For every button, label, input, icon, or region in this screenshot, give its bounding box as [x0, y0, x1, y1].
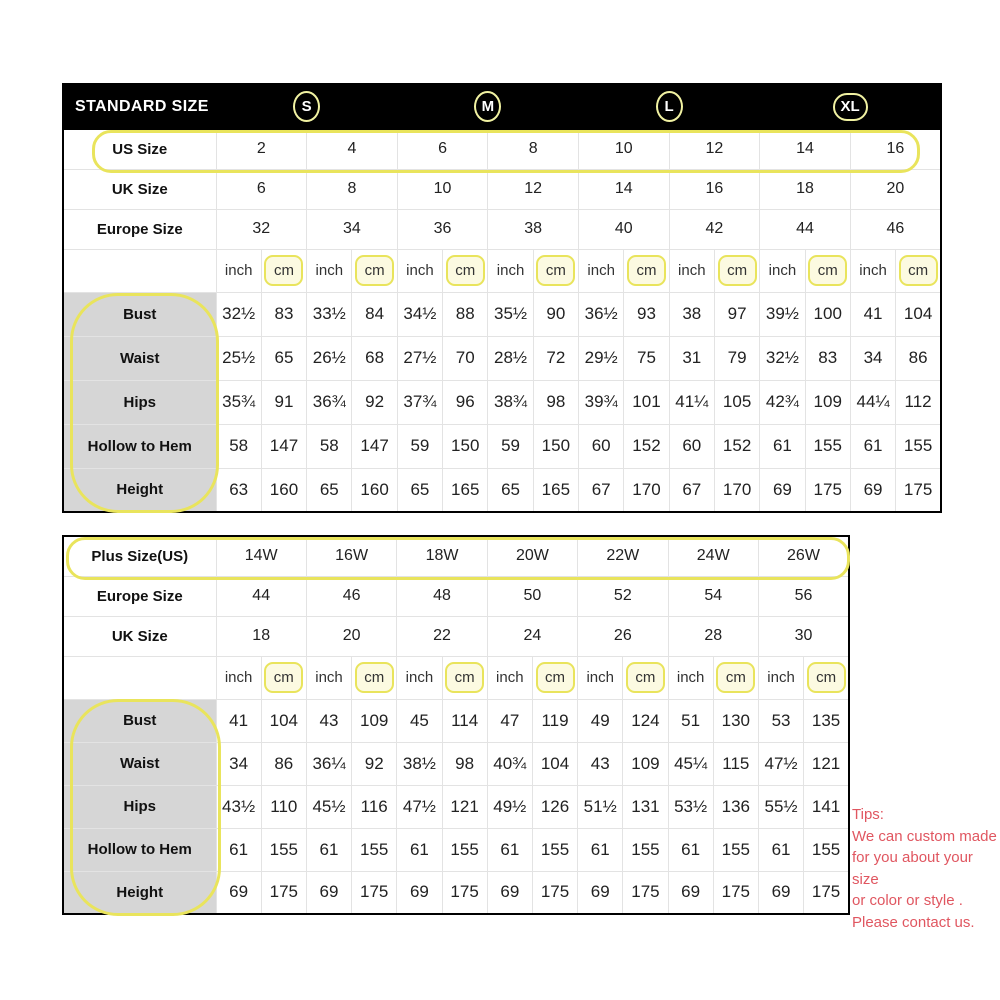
size-value-cell: 20 [306, 616, 396, 656]
measure-row [63, 785, 849, 828]
measure-value-cell: 104 [532, 742, 577, 785]
measure-value-cell: 121 [804, 742, 849, 785]
inch-unit-cell: inch [669, 249, 714, 292]
size-value-cell: 18W [397, 536, 487, 576]
custom-tips-note [852, 804, 1000, 933]
cm-unit-cell [261, 249, 306, 292]
size-letter-cell [760, 84, 941, 129]
cm-unit-cell [261, 656, 306, 699]
measure-row [63, 871, 849, 914]
measure-value-cell: 130 [713, 699, 758, 742]
measure-row [63, 468, 941, 512]
measure-value-cell: 37¾ [397, 380, 442, 424]
inch-unit-cell: inch [488, 249, 533, 292]
measure-value-cell: 68 [352, 336, 397, 380]
measure-value-cell: 65 [307, 468, 352, 512]
measure-value-cell: 38¾ [488, 380, 533, 424]
unit-blank-cell [63, 656, 216, 699]
size-value-cell: 52 [578, 576, 668, 616]
cm-unit-cell [443, 249, 488, 292]
measure-label: Hollow to Hem [63, 424, 216, 468]
measure-value-cell: 98 [442, 742, 487, 785]
cm-unit-cell [624, 249, 669, 292]
measure-value-cell: 175 [442, 871, 487, 914]
size-value-cell: 20W [487, 536, 577, 576]
size-value-cell: 48 [397, 576, 487, 616]
measure-value-cell: 29½ [579, 336, 624, 380]
cm-highlight-badge: cm [355, 662, 394, 693]
inch-unit-cell: inch [668, 656, 713, 699]
measure-value-cell: 152 [624, 424, 669, 468]
measure-value-cell: 61 [578, 828, 623, 871]
measure-value-cell: 83 [805, 336, 850, 380]
cm-highlight-badge: cm [445, 662, 484, 693]
size-value-cell: 30 [758, 616, 849, 656]
cm-highlight-badge: cm [536, 662, 575, 693]
size-value-cell: 16W [306, 536, 396, 576]
row-label: UK Size [63, 169, 216, 209]
measure-value-cell: 69 [850, 468, 895, 512]
measure-value-cell: 41 [216, 699, 261, 742]
measure-value-cell: 155 [352, 828, 397, 871]
cm-highlight-badge: cm [264, 255, 303, 286]
measure-value-cell: 112 [896, 380, 941, 424]
size-letter-badge: L [656, 91, 683, 122]
measure-value-cell: 131 [623, 785, 668, 828]
tips-line: Please contact us. [852, 913, 975, 931]
measure-value-cell: 47½ [397, 785, 442, 828]
measure-value-cell: 58 [307, 424, 352, 468]
measure-value-cell: 33½ [307, 292, 352, 336]
measure-value-cell: 104 [896, 292, 941, 336]
measure-value-cell: 135 [804, 699, 849, 742]
size-value-cell: 46 [850, 209, 941, 249]
measure-value-cell: 36¼ [306, 742, 351, 785]
size-row [63, 576, 849, 616]
measure-value-cell: 38½ [397, 742, 442, 785]
size-value-cell: 18 [760, 169, 851, 209]
measure-value-cell: 61 [216, 828, 261, 871]
measure-value-cell: 72 [533, 336, 578, 380]
cm-unit-cell [804, 656, 849, 699]
measure-value-cell: 79 [714, 336, 759, 380]
measure-row [63, 828, 849, 871]
measure-value-cell: 150 [533, 424, 578, 468]
measure-value-cell: 91 [261, 380, 306, 424]
measure-value-cell: 31 [669, 336, 714, 380]
size-value-cell: 16 [850, 129, 941, 169]
measure-value-cell: 69 [216, 871, 261, 914]
cm-unit-cell [352, 249, 397, 292]
measure-value-cell: 27½ [397, 336, 442, 380]
measure-value-cell: 90 [533, 292, 578, 336]
measure-value-cell: 41 [850, 292, 895, 336]
measure-value-cell: 67 [579, 468, 624, 512]
measure-value-cell: 115 [713, 742, 758, 785]
size-value-cell: 12 [669, 129, 760, 169]
measure-label: Height [63, 468, 216, 512]
measure-value-cell: 109 [623, 742, 668, 785]
size-value-cell: 6 [216, 169, 307, 209]
size-value-cell: 22W [578, 536, 668, 576]
measure-value-cell: 42¾ [760, 380, 805, 424]
measure-value-cell: 93 [624, 292, 669, 336]
measure-value-cell: 147 [352, 424, 397, 468]
measure-value-cell: 59 [488, 424, 533, 468]
measure-value-cell: 105 [714, 380, 759, 424]
size-value-cell: 14W [216, 536, 306, 576]
measure-value-cell: 160 [352, 468, 397, 512]
measure-row [63, 336, 941, 380]
measure-value-cell: 155 [805, 424, 850, 468]
size-letter-badge: S [293, 91, 320, 122]
measure-value-cell: 155 [713, 828, 758, 871]
measure-row [63, 380, 941, 424]
measure-value-cell: 44¼ [850, 380, 895, 424]
measure-value-cell: 45¼ [668, 742, 713, 785]
unit-row [63, 249, 941, 292]
measure-row [63, 424, 941, 468]
measure-value-cell: 45 [397, 699, 442, 742]
measure-value-cell: 41¼ [669, 380, 714, 424]
size-value-cell: 14 [579, 169, 670, 209]
inch-unit-cell: inch [307, 249, 352, 292]
measure-value-cell: 175 [805, 468, 850, 512]
measure-row [63, 292, 941, 336]
measure-label: Hips [63, 380, 216, 424]
measure-value-cell: 165 [443, 468, 488, 512]
size-value-cell: 38 [488, 209, 579, 249]
inch-unit-cell: inch [306, 656, 351, 699]
size-value-cell: 32 [216, 209, 307, 249]
measure-value-cell: 43 [578, 742, 623, 785]
measure-value-cell: 75 [624, 336, 669, 380]
measure-value-cell: 175 [713, 871, 758, 914]
inch-unit-cell: inch [216, 249, 261, 292]
measure-value-cell: 147 [261, 424, 306, 468]
measure-value-cell: 47 [487, 699, 532, 742]
measure-label: Waist [63, 336, 216, 380]
measure-value-cell: 170 [624, 468, 669, 512]
measure-label: Bust [63, 292, 216, 336]
measure-value-cell: 70 [443, 336, 488, 380]
measure-value-cell: 92 [352, 742, 397, 785]
measure-value-cell: 109 [352, 699, 397, 742]
measure-value-cell: 86 [896, 336, 941, 380]
size-value-cell: 56 [758, 576, 849, 616]
inch-unit-cell: inch [487, 656, 532, 699]
row-label: Europe Size [63, 209, 216, 249]
measure-value-cell: 38 [669, 292, 714, 336]
inch-unit-cell: inch [850, 249, 895, 292]
measure-value-cell: 98 [533, 380, 578, 424]
measure-value-cell: 69 [578, 871, 623, 914]
measure-value-cell: 175 [804, 871, 849, 914]
cm-unit-cell [896, 249, 941, 292]
measure-value-cell: 59 [397, 424, 442, 468]
measure-value-cell: 69 [758, 871, 803, 914]
size-letter-cell [579, 84, 760, 129]
size-value-cell: 40 [579, 209, 670, 249]
measure-value-cell: 124 [623, 699, 668, 742]
cm-unit-cell [532, 656, 577, 699]
measure-value-cell: 160 [261, 468, 306, 512]
size-value-cell: 36 [397, 209, 488, 249]
inch-unit-cell: inch [578, 656, 623, 699]
cm-highlight-badge: cm [626, 662, 665, 693]
measure-value-cell: 175 [896, 468, 941, 512]
cm-unit-cell [533, 249, 578, 292]
measure-value-cell: 49½ [487, 785, 532, 828]
size-value-cell: 8 [488, 129, 579, 169]
measure-value-cell: 45½ [306, 785, 351, 828]
measure-value-cell: 155 [896, 424, 941, 468]
row-label: Plus Size(US) [63, 536, 216, 576]
measure-value-cell: 155 [261, 828, 306, 871]
measure-value-cell: 175 [623, 871, 668, 914]
measure-value-cell: 155 [623, 828, 668, 871]
tips-title: Tips: [852, 806, 884, 823]
measure-value-cell: 175 [261, 871, 306, 914]
measure-value-cell: 69 [668, 871, 713, 914]
measure-value-cell: 36¾ [307, 380, 352, 424]
measure-value-cell: 65 [397, 468, 442, 512]
measure-value-cell: 96 [443, 380, 488, 424]
measure-value-cell: 155 [532, 828, 577, 871]
size-value-cell: 4 [307, 129, 398, 169]
size-value-cell: 46 [306, 576, 396, 616]
measure-value-cell: 97 [714, 292, 759, 336]
measure-label: Hollow to Hem [63, 828, 216, 871]
measure-value-cell: 25½ [216, 336, 261, 380]
size-row [63, 129, 941, 169]
measure-value-cell: 67 [669, 468, 714, 512]
size-value-cell: 18 [216, 616, 306, 656]
measure-value-cell: 86 [261, 742, 306, 785]
inch-unit-cell: inch [579, 249, 624, 292]
tips-line: We can custom made [852, 827, 997, 845]
size-value-cell: 26W [758, 536, 849, 576]
cm-highlight-badge: cm [899, 255, 938, 286]
size-value-cell: 42 [669, 209, 760, 249]
measure-value-cell: 58 [216, 424, 261, 468]
size-value-cell: 34 [307, 209, 398, 249]
size-value-cell: 44 [760, 209, 851, 249]
measure-value-cell: 60 [669, 424, 714, 468]
table-header-row [63, 84, 941, 129]
cm-highlight-badge: cm [355, 255, 394, 286]
measure-value-cell: 150 [443, 424, 488, 468]
measure-value-cell: 126 [532, 785, 577, 828]
measure-label: Hips [63, 785, 216, 828]
measure-value-cell: 121 [442, 785, 487, 828]
size-value-cell: 26 [578, 616, 668, 656]
measure-value-cell: 35½ [488, 292, 533, 336]
measure-value-cell: 63 [216, 468, 261, 512]
measure-value-cell: 61 [850, 424, 895, 468]
measure-value-cell: 141 [804, 785, 849, 828]
measure-value-cell: 69 [306, 871, 351, 914]
size-value-cell: 10 [579, 129, 670, 169]
measure-value-cell: 92 [352, 380, 397, 424]
inch-unit-cell: inch [758, 656, 803, 699]
measure-value-cell: 61 [397, 828, 442, 871]
measure-value-cell: 136 [713, 785, 758, 828]
measure-value-cell: 28½ [488, 336, 533, 380]
measure-value-cell: 32½ [760, 336, 805, 380]
measure-value-cell: 119 [532, 699, 577, 742]
size-value-cell: 8 [307, 169, 398, 209]
measure-value-cell: 175 [352, 871, 397, 914]
size-row [63, 209, 941, 249]
measure-value-cell: 69 [397, 871, 442, 914]
measure-value-cell: 88 [443, 292, 488, 336]
size-row [63, 536, 849, 576]
size-value-cell: 54 [668, 576, 758, 616]
cm-highlight-badge: cm [716, 662, 755, 693]
cm-unit-cell [805, 249, 850, 292]
row-label: Europe Size [63, 576, 216, 616]
measure-value-cell: 69 [760, 468, 805, 512]
measure-value-cell: 43 [306, 699, 351, 742]
measure-value-cell: 49 [578, 699, 623, 742]
cm-unit-cell [352, 656, 397, 699]
cm-highlight-badge: cm [264, 662, 303, 693]
plus-size-table [62, 535, 850, 915]
measure-value-cell: 53½ [668, 785, 713, 828]
cm-unit-cell [442, 656, 487, 699]
cm-highlight-badge: cm [808, 255, 847, 286]
size-value-cell: 6 [397, 129, 488, 169]
measure-value-cell: 40¾ [487, 742, 532, 785]
size-value-cell: 14 [760, 129, 851, 169]
measure-value-cell: 61 [758, 828, 803, 871]
inch-unit-cell: inch [760, 249, 805, 292]
measure-value-cell: 34 [850, 336, 895, 380]
size-value-cell: 10 [397, 169, 488, 209]
size-value-cell: 20 [850, 169, 941, 209]
cm-highlight-badge: cm [807, 662, 846, 693]
measure-value-cell: 36½ [579, 292, 624, 336]
size-letter-badge: M [474, 91, 501, 122]
size-letter-cell [216, 84, 397, 129]
size-value-cell: 2 [216, 129, 307, 169]
size-row [63, 616, 849, 656]
size-row [63, 169, 941, 209]
measure-value-cell: 175 [532, 871, 577, 914]
size-value-cell: 28 [668, 616, 758, 656]
cm-highlight-badge: cm [718, 255, 757, 286]
unit-row [63, 656, 849, 699]
measure-value-cell: 69 [487, 871, 532, 914]
size-value-cell: 50 [487, 576, 577, 616]
measure-value-cell: 83 [261, 292, 306, 336]
measure-row [63, 699, 849, 742]
size-value-cell: 24W [668, 536, 758, 576]
cm-highlight-badge: cm [536, 255, 575, 286]
size-letter-cell [397, 84, 578, 129]
measure-value-cell: 155 [442, 828, 487, 871]
measure-label: Height [63, 871, 216, 914]
measure-value-cell: 165 [533, 468, 578, 512]
measure-value-cell: 65 [488, 468, 533, 512]
size-value-cell: 24 [487, 616, 577, 656]
tips-line: for you about your size [852, 849, 973, 888]
measure-value-cell: 61 [306, 828, 351, 871]
measure-label: Waist [63, 742, 216, 785]
tips-line: or color or style . [852, 892, 963, 909]
row-label: US Size [63, 129, 216, 169]
unit-blank-cell [63, 249, 216, 292]
measure-label: Bust [63, 699, 216, 742]
measure-value-cell: 170 [714, 468, 759, 512]
measure-value-cell: 101 [624, 380, 669, 424]
measure-value-cell: 104 [261, 699, 306, 742]
cm-unit-cell [713, 656, 758, 699]
standard-size-title: STANDARD SIZE [63, 84, 216, 129]
inch-unit-cell: inch [216, 656, 261, 699]
size-value-cell: 16 [669, 169, 760, 209]
measure-value-cell: 51½ [578, 785, 623, 828]
measure-value-cell: 84 [352, 292, 397, 336]
cm-unit-cell [714, 249, 759, 292]
measure-value-cell: 61 [487, 828, 532, 871]
measure-value-cell: 39½ [760, 292, 805, 336]
measure-value-cell: 53 [758, 699, 803, 742]
size-value-cell: 22 [397, 616, 487, 656]
measure-row [63, 742, 849, 785]
measure-value-cell: 61 [668, 828, 713, 871]
measure-value-cell: 51 [668, 699, 713, 742]
measure-value-cell: 60 [579, 424, 624, 468]
inch-unit-cell: inch [397, 249, 442, 292]
measure-value-cell: 34½ [397, 292, 442, 336]
cm-highlight-badge: cm [627, 255, 666, 286]
measure-value-cell: 116 [352, 785, 397, 828]
measure-value-cell: 61 [760, 424, 805, 468]
measure-value-cell: 114 [442, 699, 487, 742]
row-label: UK Size [63, 616, 216, 656]
measure-value-cell: 55½ [758, 785, 803, 828]
measure-value-cell: 34 [216, 742, 261, 785]
measure-value-cell: 109 [805, 380, 850, 424]
measure-value-cell: 65 [261, 336, 306, 380]
measure-value-cell: 43½ [216, 785, 261, 828]
size-value-cell: 12 [488, 169, 579, 209]
size-value-cell: 44 [216, 576, 306, 616]
measure-value-cell: 32½ [216, 292, 261, 336]
measure-value-cell: 152 [714, 424, 759, 468]
size-letter-badge: XL [833, 93, 868, 121]
standard-size-table [62, 83, 942, 513]
measure-value-cell: 47½ [758, 742, 803, 785]
measure-value-cell: 155 [804, 828, 849, 871]
inch-unit-cell: inch [397, 656, 442, 699]
measure-value-cell: 39¾ [579, 380, 624, 424]
cm-highlight-badge: cm [446, 255, 485, 286]
measure-value-cell: 35¾ [216, 380, 261, 424]
measure-value-cell: 100 [805, 292, 850, 336]
cm-unit-cell [623, 656, 668, 699]
measure-value-cell: 110 [261, 785, 306, 828]
measure-value-cell: 26½ [307, 336, 352, 380]
